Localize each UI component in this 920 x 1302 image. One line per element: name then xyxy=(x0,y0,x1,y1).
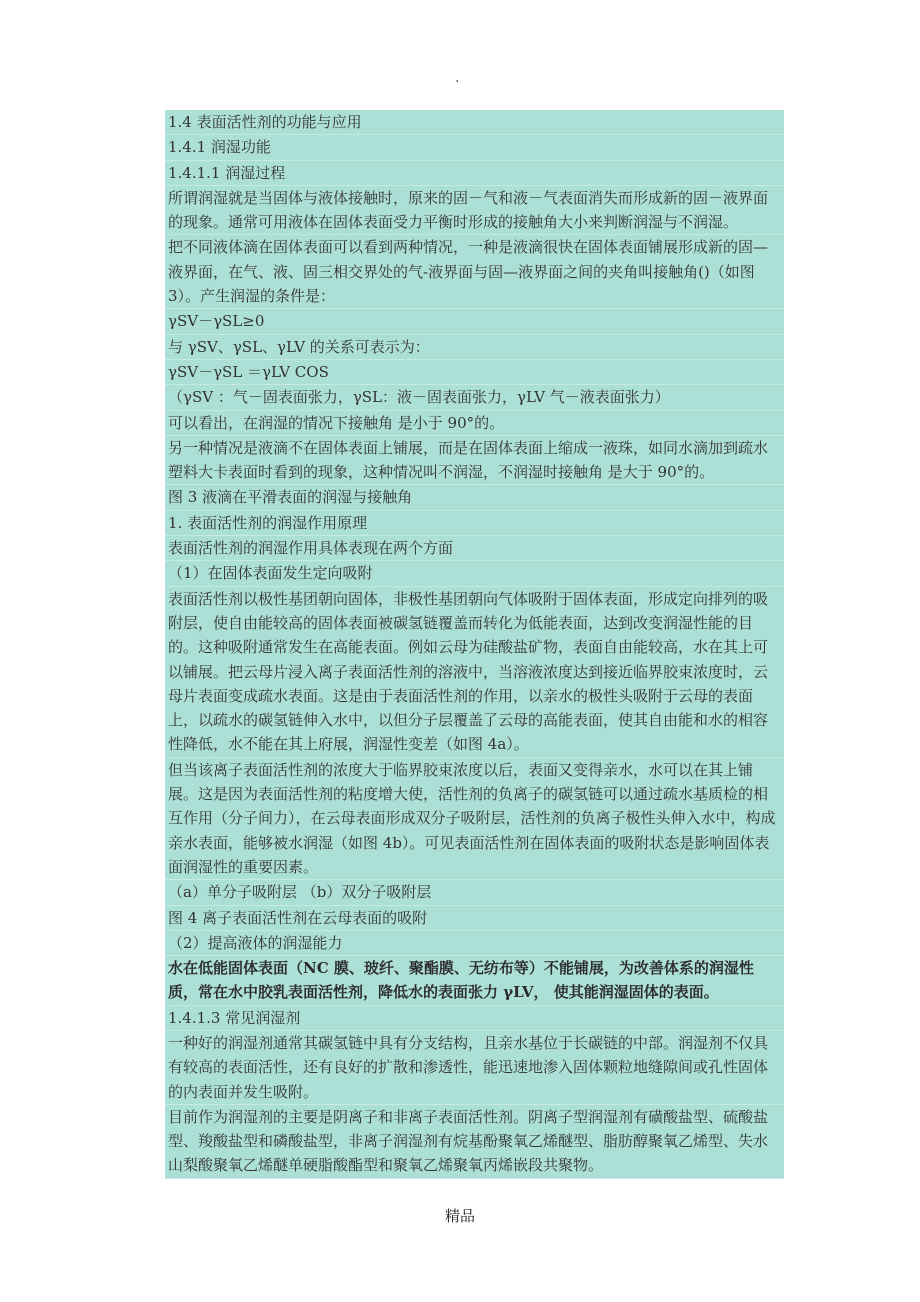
document-paragraph: （γSV ：气－固表面张力，γSL：液－固表面张力，γLV 气－液表面张力） xyxy=(165,385,784,410)
page-header-dot: . xyxy=(455,70,460,86)
document-paragraph: （a）单分子吸附层 （b）双分子吸附层 xyxy=(165,880,784,905)
document-paragraph: 1.4.1 润湿功能 xyxy=(165,135,784,160)
document-paragraph: 1. 表面活性剂的润湿作用原理 xyxy=(165,511,784,536)
document-paragraph: 一种好的润湿剂通常其碳氢链中具有分支结构，且亲水基位于长碳链的中部。润湿剂不仅具有较高的表面活性，还有良好的扩散和渗透性，能迅速地渗入固体颗粒地缝隙间或孔性固体的内表面并发生吸附。 xyxy=(165,1031,784,1105)
document-paragraph: 目前作为润湿剂的主要是阴离子和非离子表面活性剂。阴离子型润湿剂有磺酸盐型、硫酸盐型、羧酸盐型和磷酸盐型，非离子润湿剂有烷基酚聚氧乙烯醚型、脂肪醇聚氧乙烯型、失水山梨酸聚氧乙烯醚单硬脂酸酯型和聚氧乙烯聚氧丙烯嵌段共聚物。 xyxy=(165,1105,784,1179)
document-paragraph: 1.4 表面活性剂的功能与应用 xyxy=(165,110,784,135)
document-paragraph: 所谓润湿就是当固体与液体接触时，原来的固－气和液－气表面消失而形成新的固－液界面的现象。通常可用液体在固体表面受力平衡时形成的接触角大小来判断润湿与不润湿。 xyxy=(165,186,784,236)
document-paragraph: 水在低能固体表面（NC 膜、玻纤、聚酯膜、无纺布等）不能铺展，为改善体系的润湿性质，常在水中胶乳表面活性剂，降低水的表面张力 γLV， 使其能润湿固体的表面。 xyxy=(165,956,784,1006)
document-paragraph: 另一种情况是液滴不在固体表面上铺展，而是在固体表面上缩成一液珠，如同水滴加到疏水塑料大卡表面时看到的现象，这种情况叫不润湿，不润湿时接触角 是大于 90°的。 xyxy=(165,436,784,486)
document-paragraph: （1）在固体表面发生定向吸附 xyxy=(165,561,784,586)
document-paragraph: 但当该离子表面活性剂的浓度大于临界胶束浓度以后，表面又变得亲水，水可以在其上铺展。这是因为表面活性剂的粘度增大使，活性剂的负离子的碳氢链可以通过疏水基质检的相互作用（分子间力），在云母表面形成双分子吸附层，活性剂的负离子极性头伸入水中，构成亲水表面，能够被水润湿（如图 4b）。可见表面活性剂在固体表面的吸附状态是影响固体表面润湿性的重要因素。 xyxy=(165,758,784,880)
document-paragraph: 1.4.1.1 润湿过程 xyxy=(165,161,784,186)
document-paragraph: γSV－γSL≥0 xyxy=(165,309,784,334)
document-paragraph: （2）提高液体的润湿能力 xyxy=(165,931,784,956)
document-paragraph: 把不同液体滴在固体表面可以看到两种情况，一种是液滴很快在固体表面铺展形成新的固—液界面，在气、液、固三相交界处的气-液界面与固—液界面之间的夹角叫接触角()（如图 3）。产生润湿的条件是： xyxy=(165,235,784,309)
document-paragraph: 可以看出，在润湿的情况下接触角 是小于 90°的。 xyxy=(165,411,784,436)
document-paragraph: γSV－γSL ＝γLV COS xyxy=(165,360,784,385)
document-paragraph: 图 3 液滴在平滑表面的润湿与接触角 xyxy=(165,485,784,510)
document-paragraph: 1.4.1.3 常见润湿剂 xyxy=(165,1006,784,1031)
document-paragraph: 图 4 离子表面活性剂在云母表面的吸附 xyxy=(165,906,784,931)
document-paragraph: 与 γSV、γSL、γLV 的关系可表示为： xyxy=(165,335,784,360)
document-paragraph: 表面活性剂的润湿作用具体表现在两个方面 xyxy=(165,536,784,561)
page-footer-label: 精品 xyxy=(444,1207,475,1225)
document-body xyxy=(165,110,784,1179)
document-paragraph: 表面活性剂以极性基团朝向固体，非极性基团朝向气体吸附于固体表面，形成定向排列的吸附层，使自由能较高的固体表面被碳氢链覆盖而转化为低能表面，达到改变润湿性能的目的。这种吸附通常发生在高能表面。例如云母为硅酸盐矿物，表面自由能较高，水在其上可以铺展。把云母片浸入离子表面活性剂的溶液中，当溶液浓度达到接近临界胶束浓度时，云母片表面变成疏水表面。这是由于表面活性剂的作用，以亲水的极性头吸附于云母的表面上，以疏水的碳氢链伸入水中，以但分子层覆盖了云母的高能表面，使其自由能和水的相容性降低，水不能在其上府展，润湿性变差（如图 4a）。 xyxy=(165,587,784,758)
